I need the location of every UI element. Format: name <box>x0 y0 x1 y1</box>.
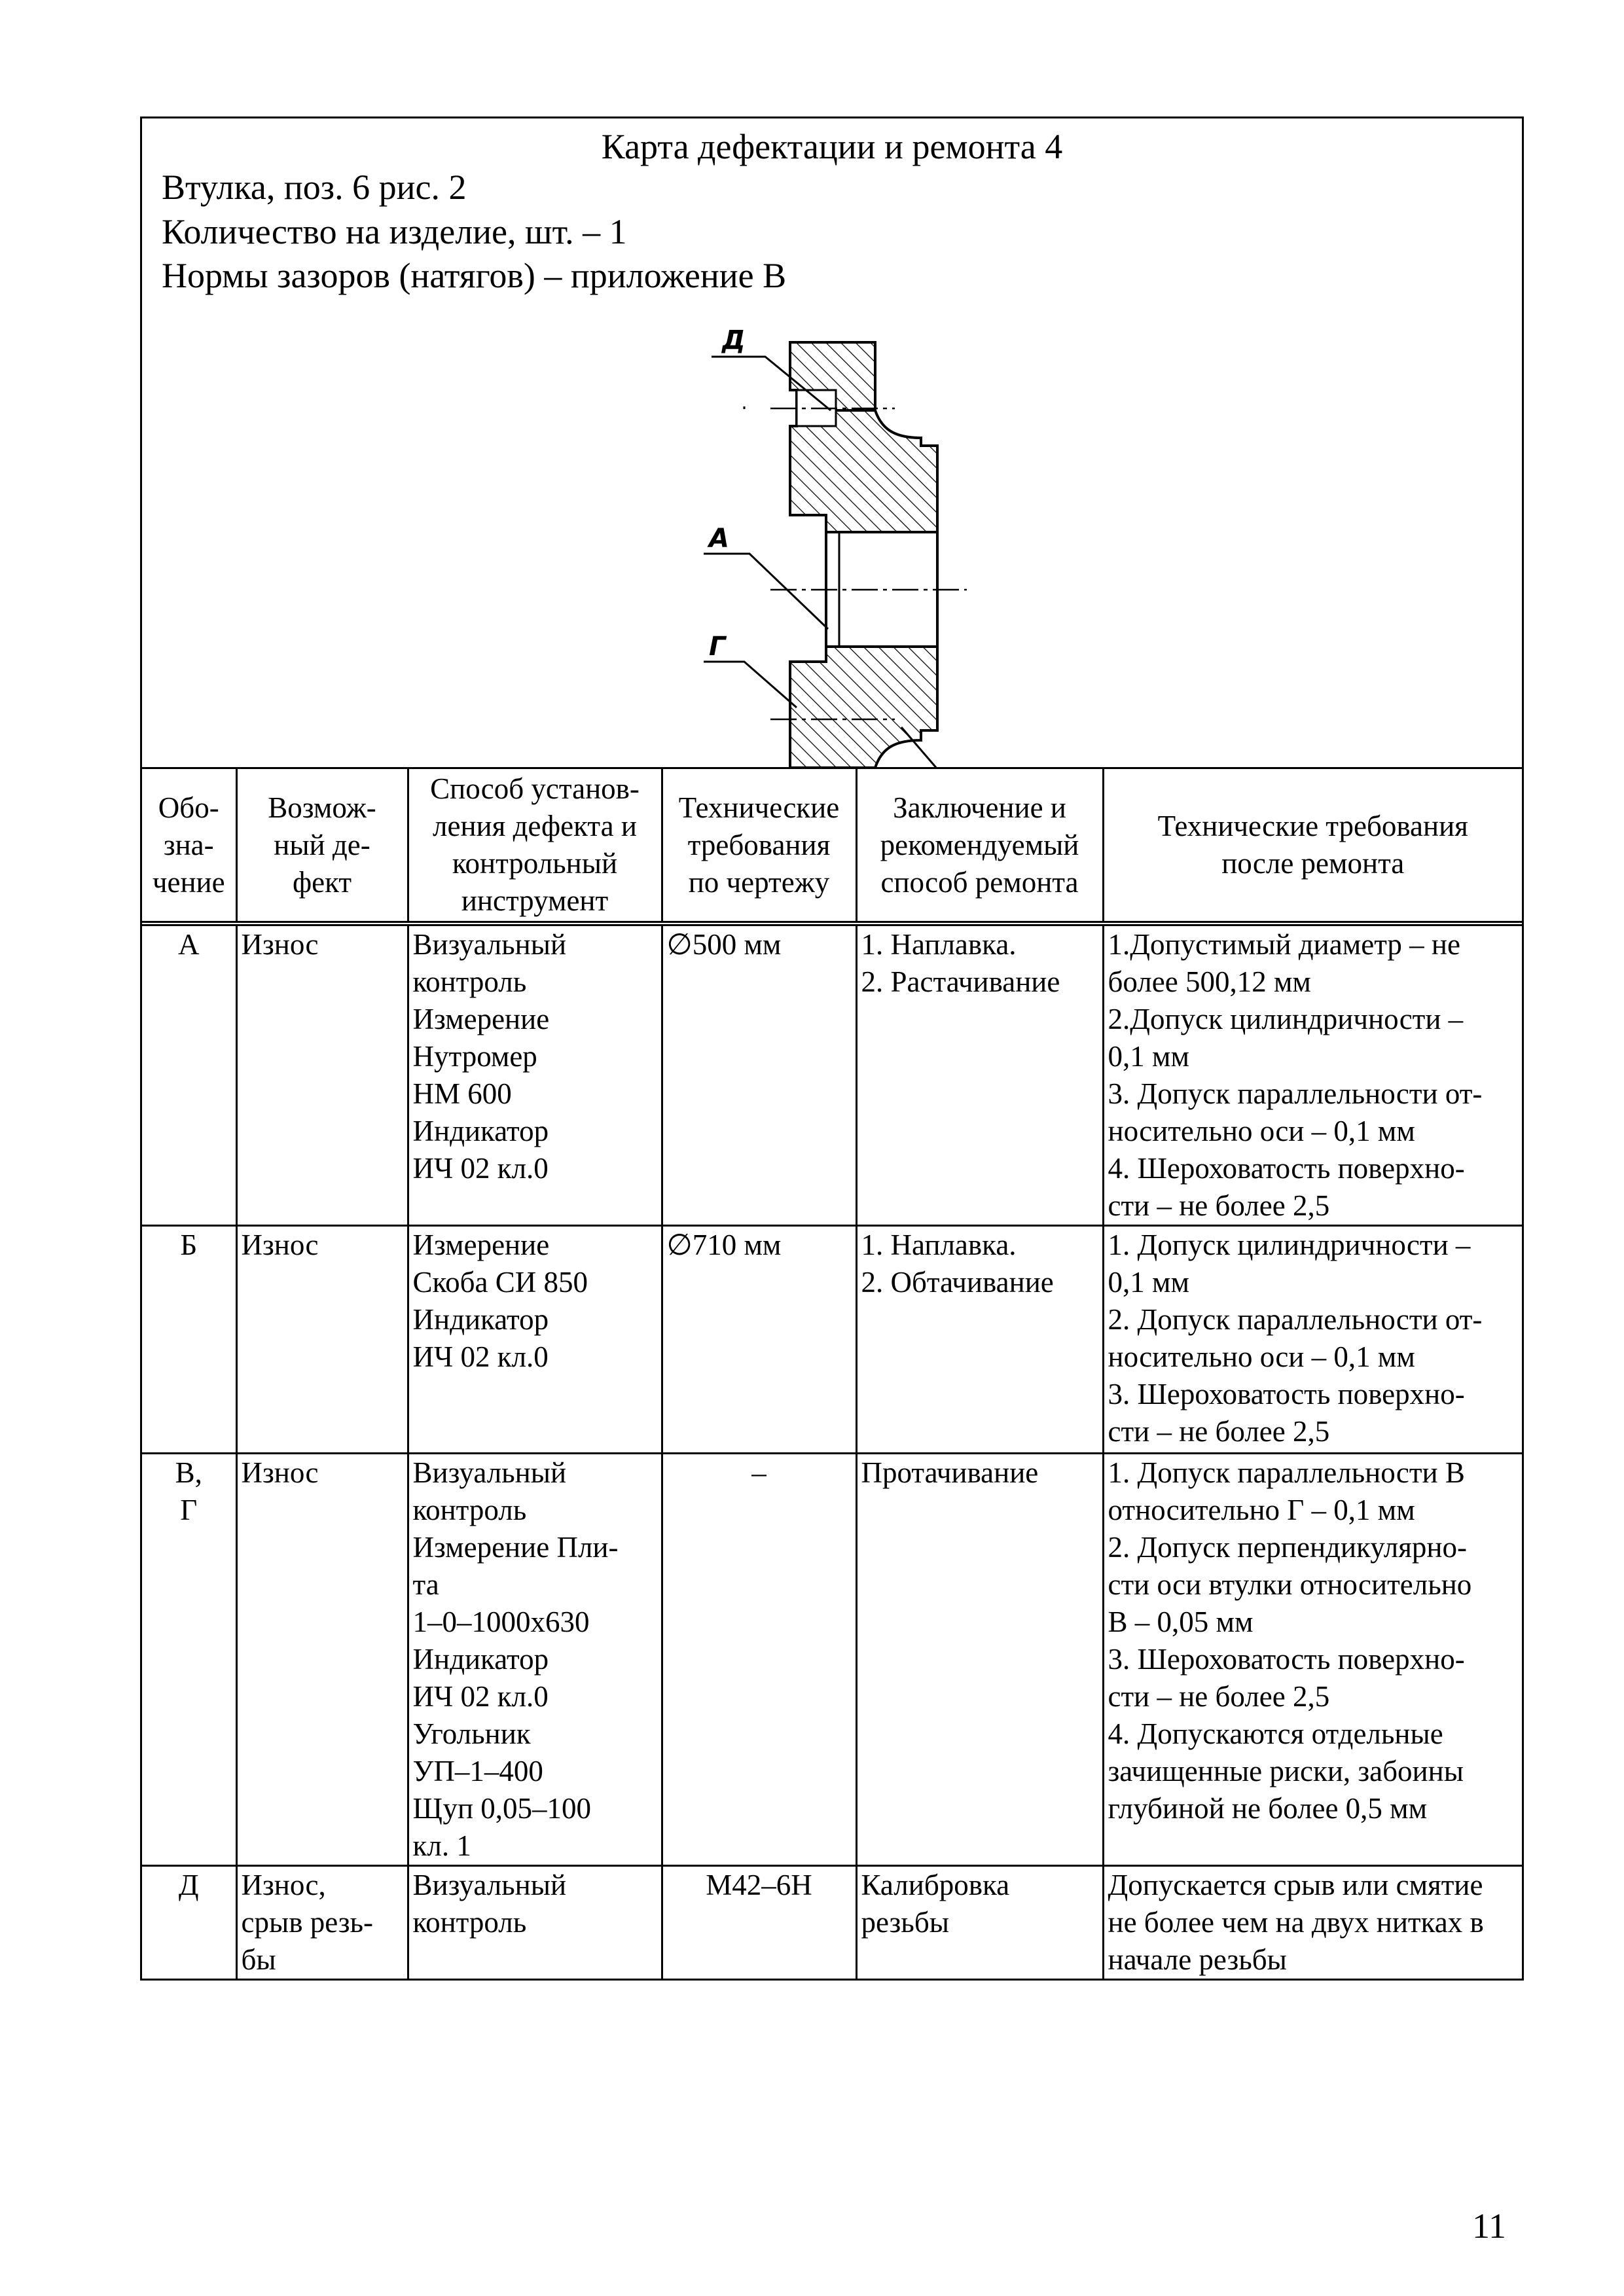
cell-line: Нутромер <box>412 1040 537 1073</box>
cell-line: ИЧ 02 кл.0 <box>412 1680 549 1713</box>
cell-line: срыв резь- <box>241 1906 374 1939</box>
page-number: 11 <box>1472 2206 1506 2246</box>
cell-after-repair <box>1103 1454 1522 1866</box>
cell-defect <box>236 1226 408 1454</box>
cell-defect <box>236 924 408 1226</box>
cell-line: Технические требования <box>1157 810 1468 842</box>
label-a: А <box>709 524 729 554</box>
leader-a <box>704 554 828 629</box>
cell-line: УП–1–400 <box>412 1755 543 1787</box>
header-after-repair <box>1103 769 1522 924</box>
cell-line: по чертежу <box>688 865 830 899</box>
cell-line: 4. Допускаются отдельные <box>1108 1717 1443 1750</box>
cell-line: Износ, <box>241 1869 326 1901</box>
cell-line: ИЧ 02 кл.0 <box>412 1340 549 1373</box>
cell-line: Протачивание <box>861 1456 1039 1489</box>
cell-line: Визуальный <box>412 928 567 961</box>
defect-card-frame <box>140 117 1524 1981</box>
upper-hub <box>790 410 937 532</box>
cell-method <box>408 1866 662 1979</box>
cell-line: Измерение <box>412 1229 550 1261</box>
cell-line: носительно оси – 0,1 мм <box>1108 1340 1415 1373</box>
cell-drawing-req <box>662 1866 856 1979</box>
cell-repair <box>856 1866 1103 1979</box>
cell-line: 3. Шероховатость поверхно- <box>1108 1378 1465 1410</box>
cell-line: сти – не более 2,5 <box>1108 1415 1330 1448</box>
cell-line: чение <box>152 865 225 899</box>
cell-line: Измерение Пли- <box>412 1531 619 1564</box>
leader-g <box>704 662 797 708</box>
label-g: Г <box>709 632 726 662</box>
cell-drawing-req <box>662 1226 856 1454</box>
cell-line: Измерение <box>412 1003 550 1035</box>
cell-line: контроль <box>412 965 527 998</box>
cell-line: 2. Допуск перпендикулярно- <box>1108 1531 1468 1564</box>
cell-after-repair <box>1103 1226 1522 1454</box>
cell-line: 3. Допуск параллельности от- <box>1108 1077 1483 1110</box>
norms-line: Нормы зазоров (натягов) – приложение В <box>162 256 787 295</box>
cell-line: Заключение и <box>893 791 1066 824</box>
cell-repair <box>856 924 1103 1226</box>
cell-line: 1. Наплавка. <box>861 1229 1017 1261</box>
header-drawing-req <box>662 769 856 924</box>
cell-line: Возмож- <box>268 791 376 824</box>
cell-line: Износ <box>241 1456 319 1489</box>
quantity-line: Количество на изделие, шт. – 1 <box>162 212 627 251</box>
cell-line: Угольник <box>412 1717 531 1750</box>
cell-line: носительно оси – 0,1 мм <box>1108 1115 1415 1147</box>
cell-defect <box>236 1454 408 1866</box>
cell-method <box>408 1226 662 1454</box>
cell-line: сти оси втулки относительно <box>1108 1568 1472 1601</box>
cell-line: Скоба СИ 850 <box>412 1266 588 1299</box>
card-header <box>142 118 1522 769</box>
cell-repair <box>856 1454 1103 1866</box>
cell-line: 2. Обтачивание <box>861 1266 1054 1299</box>
cell-line: Д <box>178 1869 199 1901</box>
card-title: Карта дефектации и ремонта 4 <box>601 127 1063 166</box>
defects-table <box>142 769 1522 1979</box>
cell-method <box>408 924 662 1226</box>
cell-line: 2. Растачивание <box>861 965 1060 998</box>
cell-designation <box>142 924 236 1226</box>
lower-hub <box>790 647 937 768</box>
cell-line: 4. Шероховатость поверхно- <box>1108 1152 1465 1185</box>
cell-drawing-req <box>662 924 856 1226</box>
table-header-row <box>142 769 1522 924</box>
cell-after-repair <box>1103 1866 1522 1979</box>
cell-line: Визуальный <box>412 1456 567 1489</box>
bushing-drawing <box>142 118 1526 769</box>
table-row <box>142 1454 1522 1866</box>
cell-line: 0,1 мм <box>1108 1040 1189 1073</box>
cell-line: способ ремонта <box>880 865 1079 899</box>
cell-designation <box>142 1226 236 1454</box>
cell-line: сти – не более 2,5 <box>1108 1189 1330 1222</box>
cell-line: та <box>412 1568 439 1601</box>
cell-line: ный де- <box>274 828 370 861</box>
cell-line: Допускается срыв или смятие <box>1108 1869 1483 1901</box>
cell-line: 3. Шероховатость поверхно- <box>1108 1643 1465 1676</box>
cell-drawing-req <box>662 1454 856 1866</box>
cell-line: Индикатор <box>412 1643 549 1676</box>
cell-line: инструмент <box>461 884 609 917</box>
cell-line: контроль <box>412 1906 527 1939</box>
cell-line: зна- <box>163 828 214 861</box>
cell-line: Способ установ- <box>430 772 640 805</box>
cell-line: 1. Наплавка. <box>861 928 1017 961</box>
cell-line: ления дефекта и <box>433 810 637 842</box>
cell-designation <box>142 1866 236 1979</box>
cell-line: не более чем на двух нитках в <box>1108 1906 1484 1939</box>
cell-after-repair <box>1103 924 1522 1226</box>
cell-line: ИЧ 02 кл.0 <box>412 1152 549 1185</box>
cell-line: 1–0–1000х630 <box>412 1605 590 1638</box>
header-designation <box>142 769 236 924</box>
cell-repair <box>856 1226 1103 1454</box>
header-defect <box>236 769 408 924</box>
cell-line: Б <box>180 1229 198 1261</box>
cell-line: Износ <box>241 1229 319 1261</box>
lower-flange <box>790 768 875 769</box>
cell-line: относительно Г – 0,1 мм <box>1108 1494 1415 1526</box>
cell-line: 2.Допуск цилиндричности – <box>1108 1003 1464 1035</box>
cell-line: кл. 1 <box>412 1829 471 1862</box>
cell-line: рекомендуемый <box>880 828 1079 861</box>
cell-line: А <box>178 928 200 961</box>
cell-line: ∅710 мм <box>666 1229 782 1261</box>
cell-line: Калибровка <box>861 1869 1010 1901</box>
label-d: Д <box>722 325 746 355</box>
cell-line: контрольный <box>452 847 618 880</box>
cell-line: 1. Допуск параллельности В <box>1108 1456 1465 1489</box>
cell-line: 1.Допустимый диаметр – не <box>1108 928 1460 961</box>
cell-line: В – 0,05 мм <box>1108 1605 1254 1638</box>
cell-line: Визуальный <box>412 1869 567 1901</box>
table-row <box>142 1866 1522 1979</box>
cell-line: бы <box>241 1943 276 1976</box>
table-row <box>142 1226 1522 1454</box>
cell-line: более 500,12 мм <box>1108 965 1311 998</box>
cell-line: после ремонта <box>1221 847 1405 880</box>
cell-line: НМ 600 <box>412 1077 512 1110</box>
cell-line: резьбы <box>861 1906 949 1939</box>
cell-line: контроль <box>412 1494 527 1526</box>
cell-line: начале резьбы <box>1108 1943 1287 1976</box>
cell-line: глубиной не более 0,5 мм <box>1108 1792 1428 1825</box>
cell-line: Обо- <box>158 791 219 824</box>
cell-line: ∅500 мм <box>666 928 782 961</box>
cell-line: Индикатор <box>412 1303 549 1336</box>
cell-line: зачищенные риски, забоины <box>1108 1755 1464 1787</box>
cell-line: Износ <box>241 928 319 961</box>
part-name: Втулка, поз. 6 рис. 2 <box>162 168 467 207</box>
cell-line: требования <box>687 828 831 861</box>
cell-method <box>408 1454 662 1866</box>
cell-line: 2. Допуск параллельности от- <box>1108 1303 1483 1336</box>
cell-line: фект <box>292 865 352 899</box>
header-method <box>408 769 662 924</box>
cell-line: 0,1 мм <box>1108 1266 1189 1299</box>
cell-line: Индикатор <box>412 1115 549 1147</box>
cell-line: 1. Допуск цилиндричности – <box>1108 1229 1471 1261</box>
cell-designation <box>142 1454 236 1866</box>
cell-line: Щуп 0,05–100 <box>412 1792 592 1825</box>
cell-line: М42–6Н <box>706 1869 812 1901</box>
cell-line: – <box>751 1456 767 1489</box>
cell-defect <box>236 1866 408 1979</box>
cell-line: сти – не более 2,5 <box>1108 1680 1330 1713</box>
table-row <box>142 924 1522 1226</box>
cell-line: Г <box>180 1494 198 1526</box>
cell-line: Технические <box>678 791 840 824</box>
header-repair <box>856 769 1103 924</box>
cell-line: В, <box>175 1456 202 1489</box>
